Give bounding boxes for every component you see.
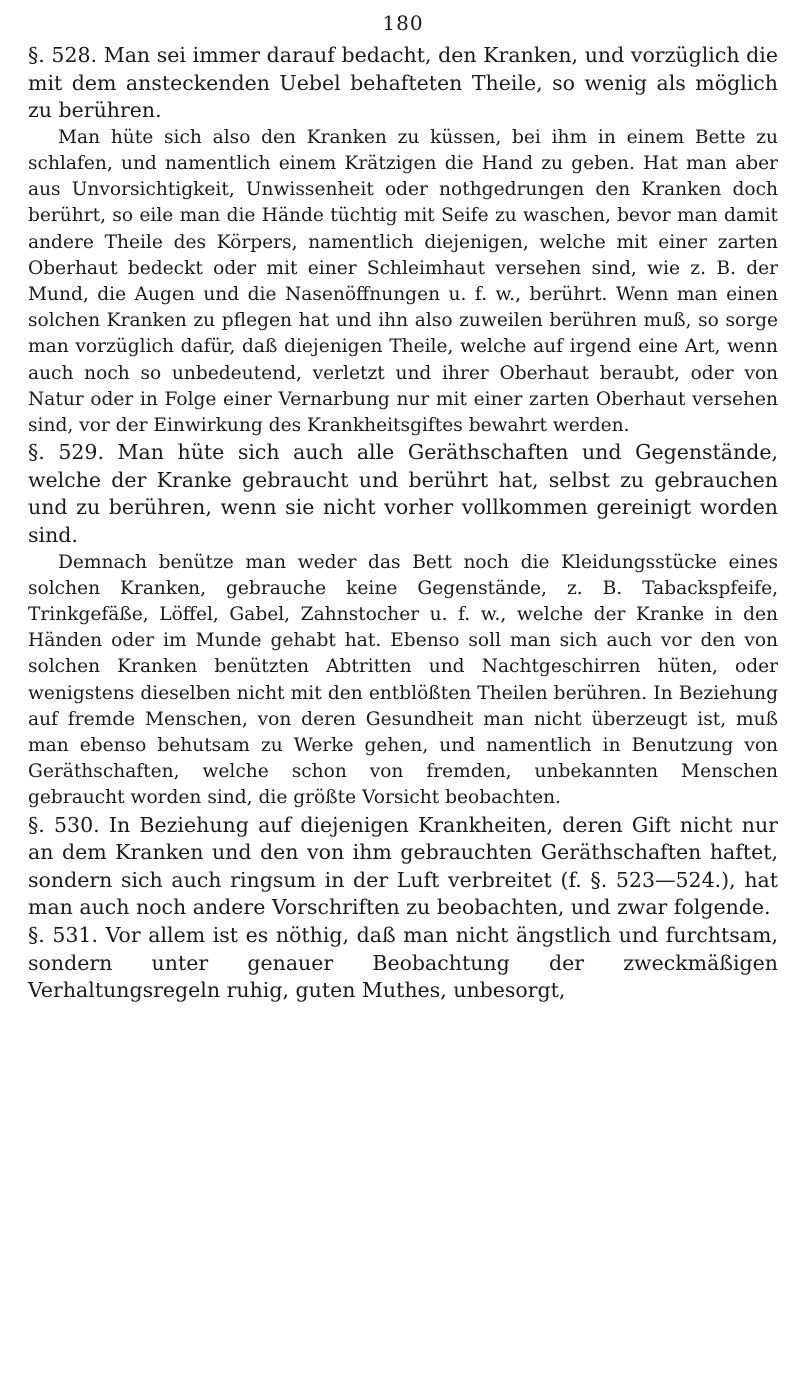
- section-number: §. 531.: [28, 923, 98, 947]
- paragraph-text: Vor allem ist es nöthig, daß man nicht ängstlich und furchtsam, sondern unter genauer Beobachtung der zweckmäßigen Verhaltungsregeln ruhig, guten Muthes, unbesorgt,: [28, 923, 778, 1003]
- paragraph-529-detail: Demnach benütze man weder das Bett noch die Kleidungsstücke eines solchen Kranken, gebrauche keine Gegenstände, z. B. Tabackspfeife, Trinkgefäße, Löffel, Gabel, Zahnstocher u. f. w., welche der Kranke in den Händen oder im Munde gehabt hat. Ebenso soll man sich auch vor den von solchen Kranken benützten Abtritten und Nachtgeschirren hüten, oder wenigstens dieselben nicht mit den entblößten Theilen berühren. In Beziehung auf fremde Menschen, von deren Gesundheit man nicht überzeugt ist, muß man ebenso behutsam zu Werke gehen, und namentlich in Benutzung von Geräthschaften, welche schon von fremden, unbekannten Menschen gebraucht worden sind, die größte Vorsicht beobachten.: [28, 551, 778, 809]
- section-number: §. 530.: [28, 812, 100, 837]
- paragraph-528: [28, 42, 778, 125]
- paragraph-text: Man hüte sich auch alle Geräthschaften und Gegenstände, welche der Kranke gebraucht und berührt hat, selbst zu gebrauchen und zu berühren, wenn sie nicht vorher vollkommen gereinigt worden sind.: [28, 440, 778, 547]
- section-number: §. 528.: [28, 43, 98, 67]
- paragraph-text: Man sei immer darauf bedacht, den Kranken, und vorzüglich die mit dem ansteckenden Uebel behafteten Theile, so wenig als möglich zu berühren.: [28, 43, 778, 123]
- section-number: §. 529.: [28, 440, 104, 465]
- paragraph-text: In Beziehung auf diejenigen Krankheiten, deren Gift nicht nur an dem Kranken und den von ihm gebrauchten Geräthschaften haftet, sondern sich auch ringsum in der Luft verbreitet (f. §. 523—524.), hat man auch noch andere Vorschriften zu beobachten, und zwar folgende.: [28, 812, 778, 920]
- page-number: 180: [382, 11, 424, 35]
- paragraph-528-detail: Man hüte sich also den Kranken zu küssen, bei ihm in einem Bette zu schlafen, und namentlich einem Krätzigen die Hand zu geben. Hat man aber aus Unvorsichtigkeit, Unwissenheit oder nothgedrungen den Kranken doch berührt, so eile man die Hände tüchtig mit Seife zu waschen, bevor man damit andere Theile des Körpers, namentlich diejenigen, welche mit einer zarten Oberhaut bedeckt oder mit einer Schleimhaut versehen sind, wie z. B. der Mund, die Augen und die Nasenöffnungen u. f. w., berührt. Wenn man einen solchen Kranken zu pflegen hat und ihn also zuweilen berühren muß, so sorge man vorzüglich dafür, daß diejenigen Theile, welche auf irgend eine Art, wenn auch noch so unbedeutend, verletzt und ihrer Oberhaut beraubt, oder von Natur oder in Folge einer Vernarbung nur mit einer zarten Oberhaut versehen sind, vor der Einwirkung des Krankheitsgiftes bewahrt werden.: [28, 126, 778, 437]
- paragraph-530: [28, 812, 778, 922]
- paragraph-531: [28, 922, 778, 1005]
- paragraph-529: [28, 439, 778, 549]
